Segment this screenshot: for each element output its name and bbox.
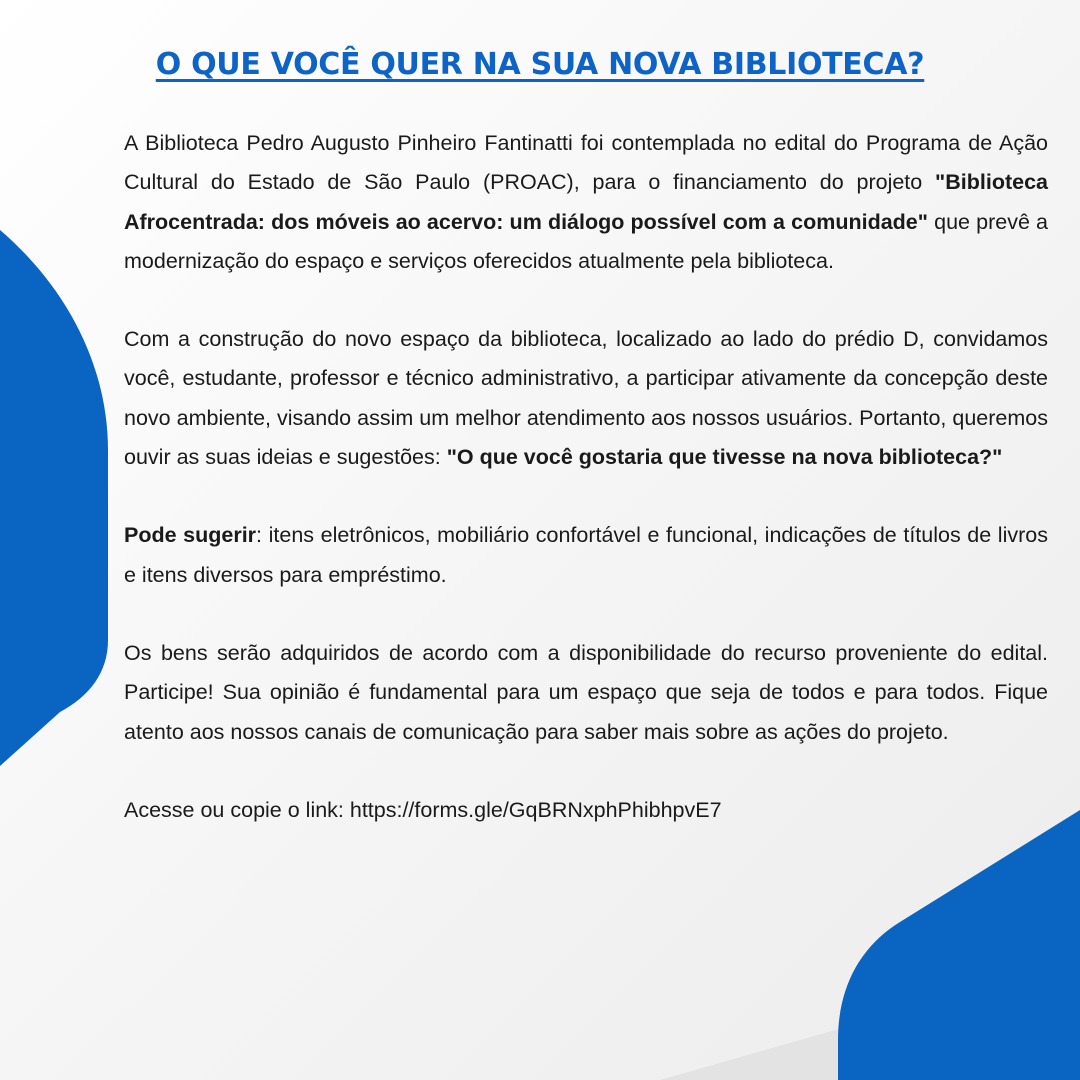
suggest-label: Pode sugerir (124, 523, 257, 548)
question-highlight: "O que você gostaria que tivesse na nova biblioteca?" (446, 445, 1003, 470)
paragraph-invitation: Com a construção do novo espaço da biblioteca, localizado ao lado do prédio D, convidamos você, estudante, professor e técnico administrativo, a participar ativamente da concepção deste novo ambiente, visando assim um melhor atendimento aos nossos usuários. Portanto, queremos ouvir as suas ideias e sugestões: "O que você gostaria que tivesse na nova biblioteca?" (124, 327, 1048, 470)
page-title: O QUE VOCÊ QUER NA SUA NOVA BIBLIOTECA? (155, 47, 925, 82)
form-link-text[interactable]: Acesse ou copie o link: https://forms.gle/GqBRNxphPhibhpvE7 (124, 797, 722, 822)
left-blue-shape (0, 230, 108, 766)
project-name: "Biblioteca Afrocentrada: dos móveis ao acervo: um diálogo possível com a comunidade" (124, 170, 1048, 234)
paragraph-participation: Os bens serão adquiridos de acordo com a disponibilidade do recurso proveniente do edital. Participe! Sua opinião é fundamental para um espaço que seja de todos e para todos. Fique atento aos nossos canais de comunicação para saber mais sobre as ações do projeto. (124, 640, 1048, 744)
bottom-right-blue-shape (838, 810, 1080, 1080)
paragraph-edital: A Biblioteca Pedro Augusto Pinheiro Fantinatti foi contemplada no edital do Programa de Ação Cultural do Estado de São Paulo (PROAC), para o financiamento do projeto "Biblioteca Afrocentrada: dos móveis ao acervo: um diálogo possível com a comunidade" que prevê a modernização do espaço e serviços oferecidos atualmente pela biblioteca. (124, 131, 1048, 273)
body-text (124, 124, 1048, 830)
paragraph-suggestions: Pode sugerir: itens eletrônicos, mobiliário confortável e funcional, indicações de títulos de livros e itens diversos para empréstimo. (124, 523, 1048, 587)
